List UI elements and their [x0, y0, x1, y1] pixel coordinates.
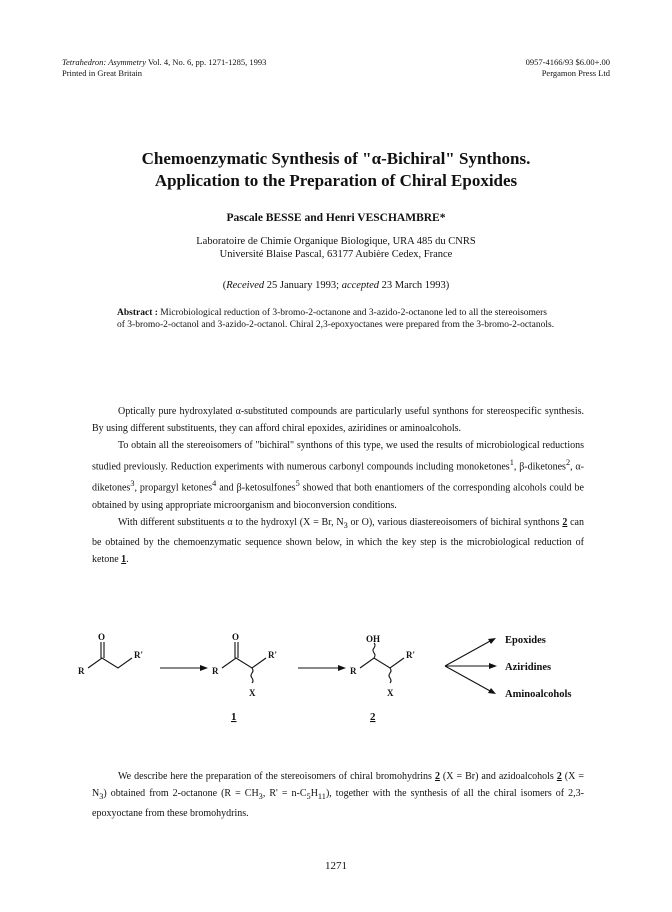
received-label: Received — [226, 280, 265, 291]
publisher-header — [526, 57, 610, 79]
oxygen-label-2: O — [232, 632, 240, 642]
abstract-text: Microbiological reduction of 3-bromo-2-octanone and 3-azido-2-octanone led to all the stereoisomers of 3-bromo-2-octanol and 3-azido-2-octanol. Chiral 2,3-epoxyoctanes were prepared from the 3-bromo-2-octanols. — [117, 308, 555, 330]
accepted-label: accepted — [341, 280, 379, 291]
compound-ref-1: 1 — [121, 553, 127, 565]
paragraph-2: To obtain all the stereoisomers of "bichiral" synthons of this type, we used the results of microbiological reductions studied previously. Reduction experiments with numerous carbonyl compounds including monoketones$^1$, β-diketones$^2$, α-diketones$^3$, propargyl ketones$^4$ and β-ketosulfones$^5$ showed that both enantiomers of the corresponding alcohols could be obtained by using appropriate microorganism and bioconversion conditions. — [92, 440, 584, 511]
title-line-1: Chemoenzymatic Synthesis of "α-Bichiral" Synthons. — [141, 149, 531, 168]
body-text-upper — [92, 403, 584, 568]
affiliation-line-1: Laboratoire de Chimie Organique Biologique, URA 485 du CNRS — [196, 236, 476, 247]
ref-2: 2 — [565, 458, 571, 467]
title-line-2: Application to the Preparation of Chiral Epoxides — [154, 171, 518, 190]
ref-4: 4 — [212, 479, 217, 489]
rprime-label-1: R' — [134, 650, 143, 660]
affiliation — [0, 235, 672, 261]
x-label-1: X — [249, 688, 256, 698]
product-aminoalcohols: Aminoalcohols — [505, 689, 572, 700]
paragraph-1: Optically pure hydroxylated α-substituted compounds are particularly useful synthons for stereospecific synthesis. By using different substituents, they can afford chiral epoxides, aziridines or aminoalcohols. — [92, 406, 584, 434]
abstract — [117, 307, 557, 331]
product-aziridines: Aziridines — [505, 662, 552, 673]
journal-name: Tetrahedron: Asymmetry — [62, 57, 146, 67]
printed-in: Printed in Great Britain — [62, 68, 143, 78]
rprime-label-3: R' — [406, 650, 415, 660]
hydroxyl-label: OH — [366, 634, 381, 644]
x-label-2: X — [387, 688, 394, 698]
ref-5: 5 — [295, 479, 300, 489]
r-label-1: R — [78, 666, 85, 676]
ref-3: 3 — [130, 479, 135, 489]
journal-header — [62, 57, 266, 79]
authors: Pascale BESSE and Henri VESCHAMBRE* — [226, 212, 446, 224]
body-text-lower — [92, 768, 584, 822]
reaction-scheme — [60, 630, 620, 730]
compound-1-label: 1 — [231, 711, 237, 723]
journal-citation: Vol. 4, No. 6, pp. 1271-1285, 1993 — [147, 57, 267, 67]
abstract-label: Abstract : — [117, 308, 158, 318]
compound-ref-2: 2 — [562, 516, 568, 528]
product-epoxides: Epoxides — [505, 635, 546, 646]
accepted-date: 23 March 1993 — [381, 280, 446, 291]
paper-title — [0, 148, 672, 192]
publisher: Pergamon Press Ltd — [541, 68, 610, 78]
ref-1: 1 — [509, 458, 514, 467]
r-label-2: R — [212, 666, 219, 676]
received-dates: (Received 25 January 1993; accepted 23 March 1993) — [222, 280, 450, 291]
compound-2-label: 2 — [370, 711, 376, 723]
r-label-3: R — [350, 666, 357, 676]
issn: 0957-4166/93 $6.00+.00 — [525, 57, 610, 67]
rprime-label-2: R' — [268, 650, 277, 660]
received-date: 25 January 1993; — [266, 280, 340, 291]
oxygen-label-1: O — [98, 632, 106, 642]
affiliation-line-2: Université Blaise Pascal, 63177 Aubière Cedex, France — [219, 249, 453, 260]
paragraph-3: With different substituents α to the hydroxyl (X = Br, $N_3$ or O), various diastereoisomers of bichiral synthons 2 can be obtained by the chemoenzymatic sequence shown below, in which the key step is the microbiological reduction of ketone 1. — [92, 516, 584, 565]
page-number: 1271 — [325, 860, 347, 872]
paragraph-4: We describe here the preparation of the stereoisomers of chiral bromohydrins 2 (X = Br) and azidoalcohols 2 $(X = N_3)$ obtained from 2-octanone ($R = CH_3$, $R' = n-C_5H_{11}$), together with the synthesis of all the chiral isomers of 2,3-epoxyoctane from these bromohydrins. — [92, 771, 584, 819]
